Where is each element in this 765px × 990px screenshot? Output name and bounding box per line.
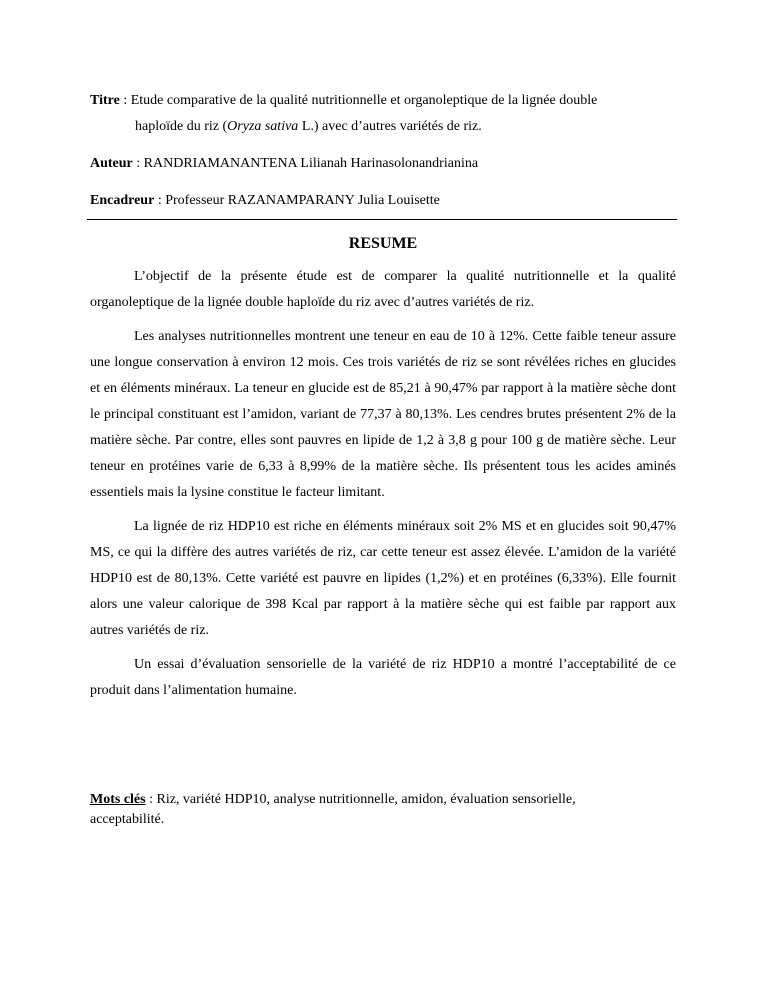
resume-body xyxy=(90,264,676,712)
title-line xyxy=(90,88,676,114)
resume-paragraph-1: L’objectif de la présente étude est de comparer la qualité nutritionnelle et la qualité organoleptique de la lignée double haploïde du riz avec d’autres variétés de riz. xyxy=(90,269,676,310)
supervisor-name: Professeur RAZANAMPARANY Julia Louisette xyxy=(165,193,440,208)
resume-paragraph-4: Un essai d’évaluation sensorielle de la variété de riz HDP10 a montré l’acceptabilité de ce produit dans l’alimentation humaine. xyxy=(90,657,676,698)
species-name: Oryza sativa xyxy=(227,119,299,134)
author-name: RANDRIAMANANTENA Lilianah Harinasolonandrianina xyxy=(143,156,479,171)
title-text-line-2b: L.) avec d’autres variétés de riz. xyxy=(298,119,482,134)
keywords-text: Riz, variété HDP10, analyse nutritionnelle, amidon, évaluation sensorielle, acceptabilité. xyxy=(90,792,576,827)
horizontal-divider xyxy=(87,219,677,220)
supervisor-line xyxy=(90,188,676,214)
author-line xyxy=(90,151,676,177)
author-separator: : xyxy=(132,156,144,171)
document-header xyxy=(90,88,676,214)
title-separator: : xyxy=(119,93,131,108)
resume-paragraph-2: Les analyses nutritionnelles montrent une teneur en eau de 10 à 12%. Cette faible teneur assure une longue conservation à environ 12 mois. Ces trois variétés de riz se sont révélées riches en glucides et en éléments minéraux. La teneur en glucide est de 85,21 à 90,47% par rapport à la matière sèche dont le principal constituant est l’amidon, variant de 77,37 à 80,13%. Les cendres brutes présentent 2% de la matière sèche. Par contre, elles sont pauvres en lipide de 1,2 à 3,8 g pour 100 g de matière sèche. Leur teneur en protéines varie de 6,33 à 8,99% de la matière sèche. Ils présentent tous les acides aminés essentiels mais la lysine constitue le facteur limitant. xyxy=(90,329,676,500)
supervisor-label: Encadreur xyxy=(90,193,155,208)
title-text-line-2a: haploïde du riz ( xyxy=(135,119,228,134)
keywords-label: Mots clés xyxy=(90,792,146,807)
title-line-2 xyxy=(90,114,676,140)
resume-paragraph-3: La lignée de riz HDP10 est riche en éléments minéraux soit 2% MS et en glucides soit 90,47% MS, ce qui la diffère des autres variétés de riz, car cette teneur est assez élevée. L’amidon de la variété HDP10 est de 80,13%. Cette variété est pauvre en lipides (1,2%) et en protéines (6,33%). Elle fournit alors une valeur calorique de 398 Kcal par rapport à la matière sèche qui est faible par rapport aux autres variétés de riz. xyxy=(90,519,676,638)
keywords-separator: : xyxy=(145,792,157,807)
author-label: Auteur xyxy=(90,156,133,171)
keywords-line xyxy=(90,790,650,830)
title-text-line-1: Etude comparative de la qualité nutritionnelle et organoleptique de la lignée double xyxy=(130,93,598,108)
resume-heading: RESUME xyxy=(348,235,418,252)
supervisor-separator: : xyxy=(154,193,166,208)
title-label: Titre xyxy=(90,93,120,108)
